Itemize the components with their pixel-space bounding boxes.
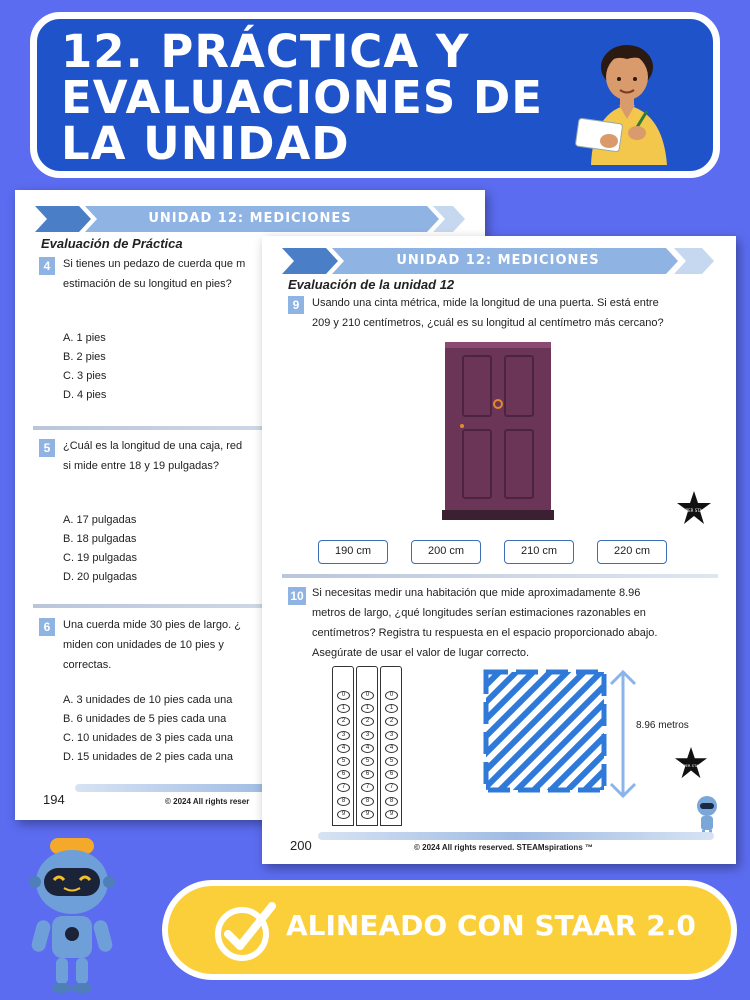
question-line: miden con unidades de 10 pies y	[63, 639, 224, 651]
staar-aligned-label: ALINEADO CON STAAR 2.0	[286, 909, 696, 942]
option-b[interactable]: B. 2 pies	[63, 351, 106, 363]
badge-text: SUPER STAAR	[680, 508, 708, 513]
digit-bubble[interactable]: 8	[337, 797, 350, 806]
digit-bubble[interactable]: 6	[385, 770, 398, 779]
option-d[interactable]: D. 4 pies	[63, 389, 107, 401]
unit-banner-label: UNIDAD 12: MEDICIONES	[396, 253, 600, 268]
question-line: si mide entre 18 y 19 pulgadas?	[63, 460, 219, 472]
question-number: 5	[39, 439, 55, 457]
question-number: 10	[288, 587, 306, 605]
question-line: centímetros? Registra tu respuesta en el espacio proporcionado abajo.	[312, 627, 658, 639]
digit-bubble[interactable]: 7	[337, 783, 350, 792]
measure-label: 8.96 metros	[636, 720, 689, 731]
title-line-1: 12. PRÁCTICA Y	[61, 25, 470, 78]
unit-evaluation-page	[262, 236, 736, 864]
question-text	[63, 615, 241, 675]
divider	[282, 574, 718, 578]
digit-bubble[interactable]: 5	[361, 757, 374, 766]
copyright: © 2024 All rights reser	[165, 797, 250, 806]
unit-banner-label: UNIDAD 12: MEDICIONES	[148, 211, 352, 226]
question-line: estimación de su longitud en pies?	[63, 278, 232, 290]
digit-bubble[interactable]: 1	[337, 704, 350, 713]
unit-banner	[282, 248, 714, 274]
measure-arrow	[608, 668, 638, 802]
answer-options	[63, 329, 106, 405]
question-text	[312, 293, 664, 333]
digit-bubble[interactable]: 9	[361, 810, 374, 819]
digit-bubble[interactable]: 2	[385, 717, 398, 726]
title-banner	[30, 12, 720, 178]
digit-bubble[interactable]: 2	[337, 717, 350, 726]
digit-bubble[interactable]: 4	[385, 744, 398, 753]
digit-bubble[interactable]: 3	[337, 731, 350, 740]
option-b[interactable]: B. 6 unidades de 5 pies cada una	[63, 713, 227, 725]
option-a[interactable]: A. 3 unidades de 10 pies cada una	[63, 694, 233, 706]
digit-bubble[interactable]: 5	[385, 757, 398, 766]
question-line: Asegúrate de usar el valor de lugar correcto.	[312, 647, 530, 659]
super-staar-badge	[674, 746, 708, 780]
digit-bubble[interactable]: 8	[385, 797, 398, 806]
option-c[interactable]: C. 19 pulgadas	[63, 552, 137, 564]
title-line-3: LA UNIDAD	[61, 117, 350, 170]
question-line: Una cuerda mide 30 pies de largo. ¿	[63, 619, 241, 631]
student-writing-illustration	[569, 37, 689, 167]
section-title: Evaluación de Práctica	[41, 236, 183, 251]
staar-aligned-banner	[162, 880, 737, 980]
question-line: metros de largo, ¿qué longitudes serían estimaciones razonables en	[312, 607, 646, 619]
question-number: 6	[39, 618, 55, 636]
footer-bar	[318, 832, 714, 840]
title-line-2: EVALUACIONES DE	[61, 71, 543, 124]
grid-column	[380, 666, 402, 826]
question-number: 9	[288, 296, 304, 314]
question-text	[312, 583, 658, 663]
option-d[interactable]: D. 20 pulgadas	[63, 571, 137, 583]
door-illustration	[442, 338, 560, 526]
digit-bubble[interactable]: 8	[361, 797, 374, 806]
answer-box-190[interactable]: 190 cm	[318, 540, 388, 564]
option-b[interactable]: B. 18 pulgadas	[63, 533, 137, 545]
question-line: Si necesitas medir una habitación que mide aproximadamente 8.96	[312, 587, 641, 599]
robot-mascot-illustration	[22, 830, 122, 995]
copyright: © 2024 All rights reserved. STEAMspirations ™	[414, 843, 593, 852]
page-number: 194	[43, 792, 65, 807]
digit-bubble[interactable]: 0	[337, 691, 350, 700]
answer-box-220[interactable]: 220 cm	[597, 540, 667, 564]
super-staar-badge	[676, 490, 712, 526]
page-title	[61, 25, 571, 170]
option-d[interactable]: D. 15 unidades de 2 pies cada una	[63, 751, 234, 763]
digit-bubble[interactable]: 9	[337, 810, 350, 819]
digit-bubble[interactable]: 1	[385, 704, 398, 713]
digit-bubble[interactable]: 6	[337, 770, 350, 779]
answer-options	[63, 511, 137, 587]
digit-bubble[interactable]: 6	[361, 770, 374, 779]
question-line: correctas.	[63, 659, 112, 671]
digit-bubble[interactable]: 7	[385, 783, 398, 792]
question-line: 209 y 210 centímetros, ¿cuál es su longitud al centímetro más cercano?	[312, 317, 664, 329]
page-number: 200	[290, 838, 312, 853]
option-c[interactable]: C. 10 unidades de 3 pies cada una	[63, 732, 234, 744]
digit-bubble[interactable]: 3	[361, 731, 374, 740]
grid-column	[332, 666, 354, 826]
checkmark-icon	[212, 898, 278, 964]
question-text	[63, 436, 242, 476]
answer-box-200[interactable]: 200 cm	[411, 540, 481, 564]
section-title: Evaluación de la unidad 12	[288, 277, 455, 292]
digit-bubble[interactable]: 9	[385, 810, 398, 819]
answer-box-210[interactable]: 210 cm	[504, 540, 574, 564]
option-a[interactable]: A. 1 pies	[63, 332, 106, 344]
digit-bubble[interactable]: 4	[361, 744, 374, 753]
option-c[interactable]: C. 3 pies	[63, 370, 107, 382]
digit-bubble[interactable]: 2	[361, 717, 374, 726]
question-text	[63, 254, 245, 294]
digit-bubble[interactable]: 1	[361, 704, 374, 713]
digit-bubble[interactable]: 0	[385, 691, 398, 700]
question-number: 4	[39, 257, 55, 275]
digit-bubble[interactable]: 7	[361, 783, 374, 792]
question-line: Si tienes un pedazo de cuerda que m	[63, 258, 246, 270]
question-line: ¿Cuál es la longitud de una caja, red	[63, 440, 243, 452]
answer-options	[63, 691, 233, 767]
digit-bubble[interactable]: 3	[385, 731, 398, 740]
option-a[interactable]: A. 17 pulgadas	[63, 514, 137, 526]
unit-banner	[35, 206, 465, 232]
digit-bubble[interactable]: 0	[361, 691, 374, 700]
room-hatched-square	[482, 668, 612, 800]
answer-grid[interactable]	[332, 666, 404, 826]
badge-text: SUPER STAAR	[678, 763, 704, 768]
digit-bubble[interactable]: 5	[337, 757, 350, 766]
question-line: Usando una cinta métrica, mide la longitud de una puerta. Si está entre	[312, 297, 659, 309]
digit-bubble[interactable]: 4	[337, 744, 350, 753]
grid-column	[356, 666, 378, 826]
